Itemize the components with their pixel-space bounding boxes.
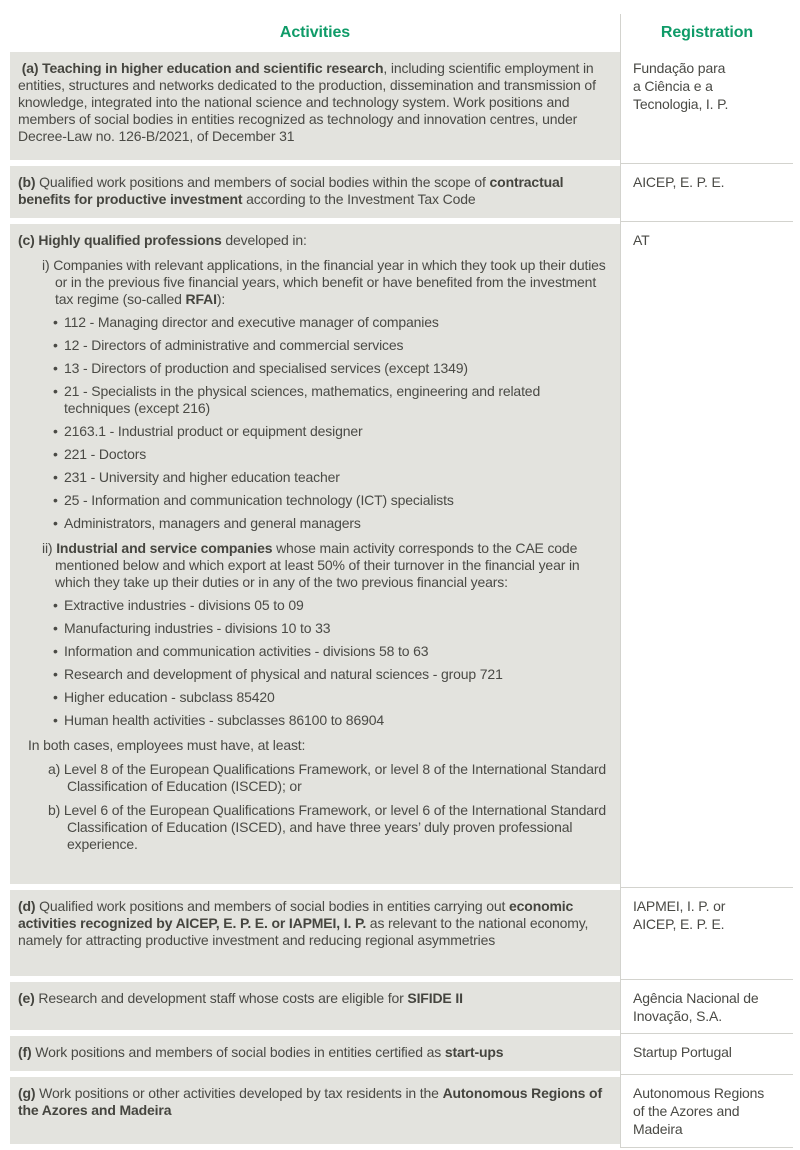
text-segment: Qualified work positions and members of social bodies in entities carrying out (35, 898, 510, 914)
text-segment: 12 - Directors of administrative and commercial services (64, 337, 404, 353)
activity-cell (10, 222, 620, 888)
activity-cell (10, 1034, 620, 1075)
text-segment: (a) Teaching in higher education and scientific research (18, 60, 384, 76)
text-segment: Research and development staff whose costs are eligible for (34, 990, 408, 1006)
text-segment: whose main activity corresponds to the CAE code mentioned below and which export at least 50% of their turnover in the financial year in which they take up their duties or in any of the two previous financial years: (55, 540, 580, 590)
bullet-item (53, 643, 610, 660)
activity-cell-content (10, 1036, 620, 1071)
activity-text-block (18, 1044, 610, 1061)
registration-line: Autonomous Regions (633, 1085, 765, 1101)
activity-text-block (28, 737, 610, 754)
text-segment: Human health activities - subclasses 86100 to 86904 (64, 712, 384, 728)
bullet-item (53, 314, 610, 331)
activity-cell (10, 1075, 620, 1148)
activity-cell-content (10, 890, 620, 976)
text-segment: 21 - Specialists in the physical sciences, mathematics, engineering and related techniques (except 216) (64, 383, 541, 416)
text-segment: Information and communication activities - divisions 58 to 63 (64, 643, 429, 659)
registration-line: a Ciência e a (633, 78, 713, 94)
activity-text-block (42, 540, 610, 591)
table-row (10, 50, 793, 164)
registration-cell (620, 1075, 793, 1148)
text-segment: developed in: (221, 232, 307, 248)
text-segment: ): (216, 291, 226, 307)
text-segment: ii) (42, 540, 57, 556)
text-segment: 231 - University and higher education teacher (64, 469, 340, 485)
text-segment: In both cases, employees must have, at least: (28, 737, 306, 753)
text-segment: b) Level 6 of the European Qualifications Framework, or level 6 of the International Standard Classification of Education (ISCED), and have three years’ duly proven professional experience. (48, 802, 607, 852)
activity-text-block (18, 60, 610, 145)
text-segment: (b) (18, 174, 36, 190)
table-body (10, 50, 793, 1148)
table-row (10, 1075, 793, 1148)
registration-column-header: Registration (620, 14, 793, 50)
activity-text-block (18, 1085, 610, 1119)
text-segment: Work positions and members of social bodies in entities certified as (31, 1044, 445, 1060)
activity-text-block (48, 802, 610, 853)
activity-text-block (18, 174, 610, 208)
activity-cell (10, 980, 620, 1034)
registration-cell (620, 222, 793, 888)
activity-cell (10, 888, 620, 980)
text-segment: 112 - Managing director and executive manager of companies (64, 314, 439, 330)
text-segment: a) Level 8 of the European Qualifications Framework, or level 8 of the International Standard Classification of Education (ISCED); or (48, 761, 607, 794)
text-segment: economic activities recognized by AICEP, E. P. E. or IAPMEI, I. P. (18, 898, 574, 931)
bullet-item (53, 620, 610, 637)
activity-cell-content (10, 166, 620, 218)
registration-line: Agência Nacional de (633, 990, 759, 1006)
text-segment: (d) (18, 898, 36, 914)
text-segment: 2163.1 - Industrial product or equipment designer (64, 423, 363, 439)
table-header-row (10, 14, 793, 50)
bullet-item (53, 469, 610, 486)
registration-line: AT (633, 232, 650, 248)
text-segment: contractual benefits for productive investment (18, 174, 564, 207)
activity-text-block (48, 761, 610, 795)
activity-cell-content (10, 982, 620, 1030)
activity-cell-content (10, 224, 620, 884)
text-segment: Extractive industries - divisions 05 to 09 (64, 597, 304, 613)
activity-cell-content (10, 52, 620, 160)
text-segment: Work positions or other activities developed by tax residents in the (35, 1085, 443, 1101)
table-row (10, 164, 793, 222)
registration-cell (620, 888, 793, 980)
text-segment: 221 - Doctors (64, 446, 147, 462)
bullet-item (53, 360, 610, 377)
text-segment: (g) (18, 1085, 36, 1101)
bullet-item (53, 383, 610, 417)
table-row (10, 888, 793, 980)
registration-cell (620, 980, 793, 1034)
text-segment: Qualified work positions and members of social bodies within the scope of (35, 174, 490, 190)
text-segment: i) Companies with relevant applications, in the financial year in which they took up their duties or in the previous five financial years, which benefit or have benefited from the investment tax regime (so-called (42, 257, 606, 307)
table-row (10, 222, 793, 888)
registration-line: Startup Portugal (633, 1044, 732, 1060)
text-segment: Higher education - subclass 85420 (64, 689, 275, 705)
text-segment: 25 - Information and communication technology (ICT) specialists (64, 492, 454, 508)
bullet-item (53, 423, 610, 440)
registration-line: of the Azores and (633, 1103, 740, 1119)
text-segment: SIFIDE II (407, 990, 463, 1006)
bullet-item (53, 689, 610, 706)
bullet-item (53, 337, 610, 354)
bullet-item (53, 597, 610, 614)
bullet-item (53, 712, 610, 729)
activity-cell-content (10, 1077, 620, 1144)
registration-line: Inovação, S.A. (633, 1008, 722, 1024)
text-segment: , including scientific employment in entities, structures and networks dedicated to the production, dissemination and transmission of knowledge, integrated into the national science and technology system. Work positions and members of social bodies in entities recognized as technology and innovation centres, under Decree-Law no. 126-B/2021, of December 31 (18, 60, 596, 144)
registration-cell (620, 50, 793, 164)
activity-cell (10, 50, 620, 164)
text-segment: (e) (18, 990, 35, 1006)
text-segment: Research and development of physical and natural sciences - group 721 (64, 666, 503, 682)
activity-text-block (18, 898, 610, 949)
bullet-item (53, 515, 610, 532)
registration-cell (620, 164, 793, 222)
text-segment: RFAI (185, 291, 217, 307)
table-row (10, 1034, 793, 1075)
activity-text-block (18, 232, 610, 249)
activity-text-block (18, 990, 610, 1007)
text-segment: Manufacturing industries - divisions 10 to 33 (64, 620, 331, 636)
text-segment: (f) (18, 1044, 32, 1060)
activity-cell (10, 164, 620, 222)
activity-text-block (42, 257, 610, 308)
text-segment: Autonomous Regions of the Azores and Madeira (18, 1085, 602, 1118)
registration-line: Fundação para (633, 60, 726, 76)
registration-line: IAPMEI, I. P. or (633, 898, 726, 914)
text-segment: (c) Highly qualified professions (18, 232, 222, 248)
text-segment: Industrial and service companies (56, 540, 273, 556)
registration-line: AICEP, E. P. E. (633, 916, 725, 932)
table-row (10, 980, 793, 1034)
registration-cell (620, 1034, 793, 1075)
registration-line: AICEP, E. P. E. (633, 174, 725, 190)
activities-column-header: Activities (279, 24, 351, 41)
bullet-item (53, 492, 610, 509)
registration-line: Madeira (633, 1121, 683, 1137)
text-segment: start-ups (444, 1044, 504, 1060)
registration-line: Tecnologia, I. P. (633, 96, 729, 112)
text-segment: 13 - Directors of production and specialised services (except 1349) (64, 360, 468, 376)
bullet-item (53, 666, 610, 683)
text-segment: as relevant to the national economy, namely for attracting productive investment and reducing regional asymmetries (18, 915, 589, 948)
activities-registration-table (10, 14, 793, 1148)
text-segment: according to the Investment Tax Code (242, 191, 476, 207)
text-segment: Administrators, managers and general managers (64, 515, 361, 531)
bullet-item (53, 446, 610, 463)
